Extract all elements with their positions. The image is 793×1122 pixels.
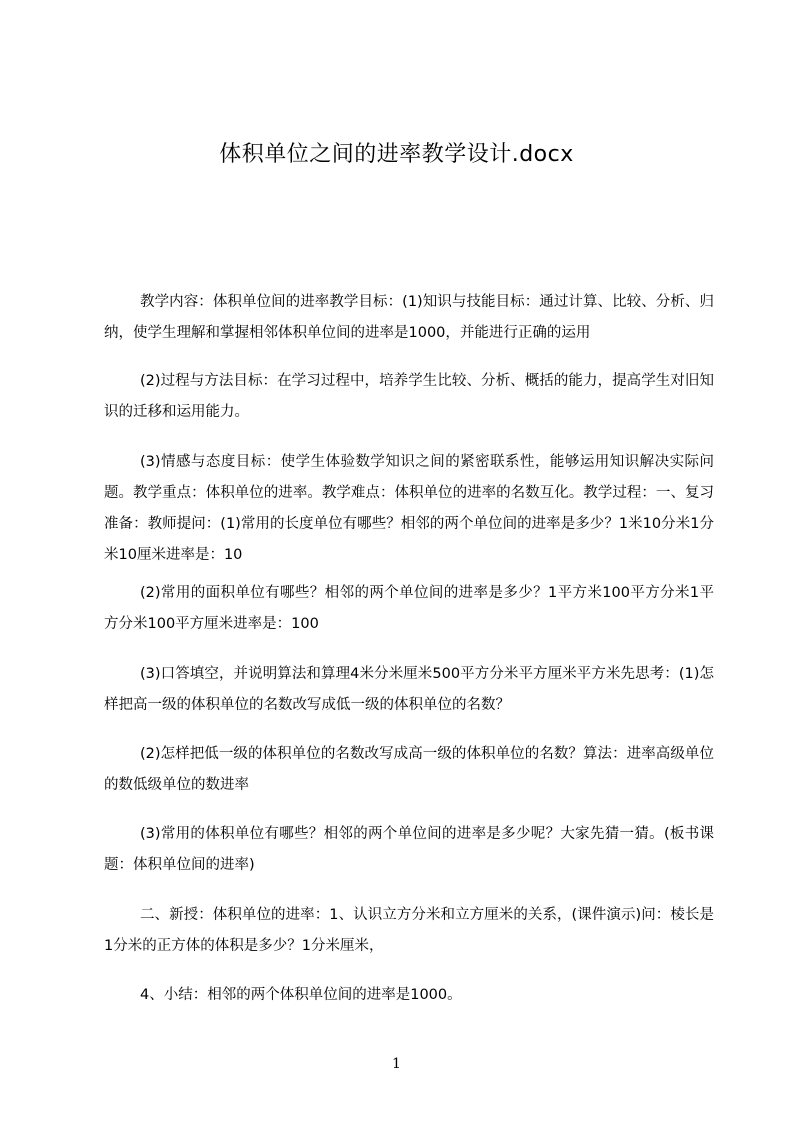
paragraph-low-to-high: (2)怎样把低一级的体积单位的名数改写成高一级的体积单位的名数？算法：进率高级单位的数低级单位的数进率 [104, 746, 714, 793]
paragraph-oral-fill: (3)口答填空，并说明算法和算理4米分米厘米500平方分米平方厘米平方米先思考：(1)怎样把高一级的体积单位的名数改写成低一级的体积单位的名数？ [104, 666, 714, 713]
page-number: 1 [392, 1056, 401, 1072]
paragraph-process-method-goal: (2)过程与方法目标：在学习过程中，培养学生比较、分析、概括的能力，提高学生对旧知识的迁移和运用能力。 [104, 373, 714, 420]
paragraph-new-lesson: 二、新授：体积单位的进率：1、认识立方分米和立方厘米的关系，(课件演示)问：棱长是1分米的正方体的体积是多少？1分米厘米， [104, 907, 714, 954]
paragraph-teaching-content: 教学内容：体积单位间的进率教学目标：(1)知识与技能目标：通过计算、比较、分析、归纳，使学生理解和掌握相邻体积单位间的进率是1000，并能进行正确的运用 [104, 294, 714, 341]
paragraph-summary: 4、小结：相邻的两个体积单位间的进率是1000。 [140, 987, 462, 1003]
paragraph-emotion-attitude-goal: (3)情感与态度目标：使学生体验数学知识之间的紧密联系性，能够运用知识解决实际问题。教学重点：体积单位的进率。教学难点：体积单位的进率的名数互化。教学过程：一、复习准备：教师提问：(1)常用的长度单位有哪些？相邻的两个单位间的进率是多少？1米10分米1分米10厘米进率是：10 [104, 454, 714, 563]
paragraph-volume-units-guess: (3)常用的体积单位有哪些？相邻的两个单位间的进率是多少呢？大家先猜一猜。(板书课题：体积单位间的进率) [104, 826, 714, 873]
paragraph-area-units: (2)常用的面积单位有哪些？相邻的两个单位间的进率是多少？1平方米100平方分米1平方分米100平方厘米进率是：100 [104, 585, 714, 632]
document-title: 体积单位之间的进率教学设计.docx [219, 142, 574, 167]
